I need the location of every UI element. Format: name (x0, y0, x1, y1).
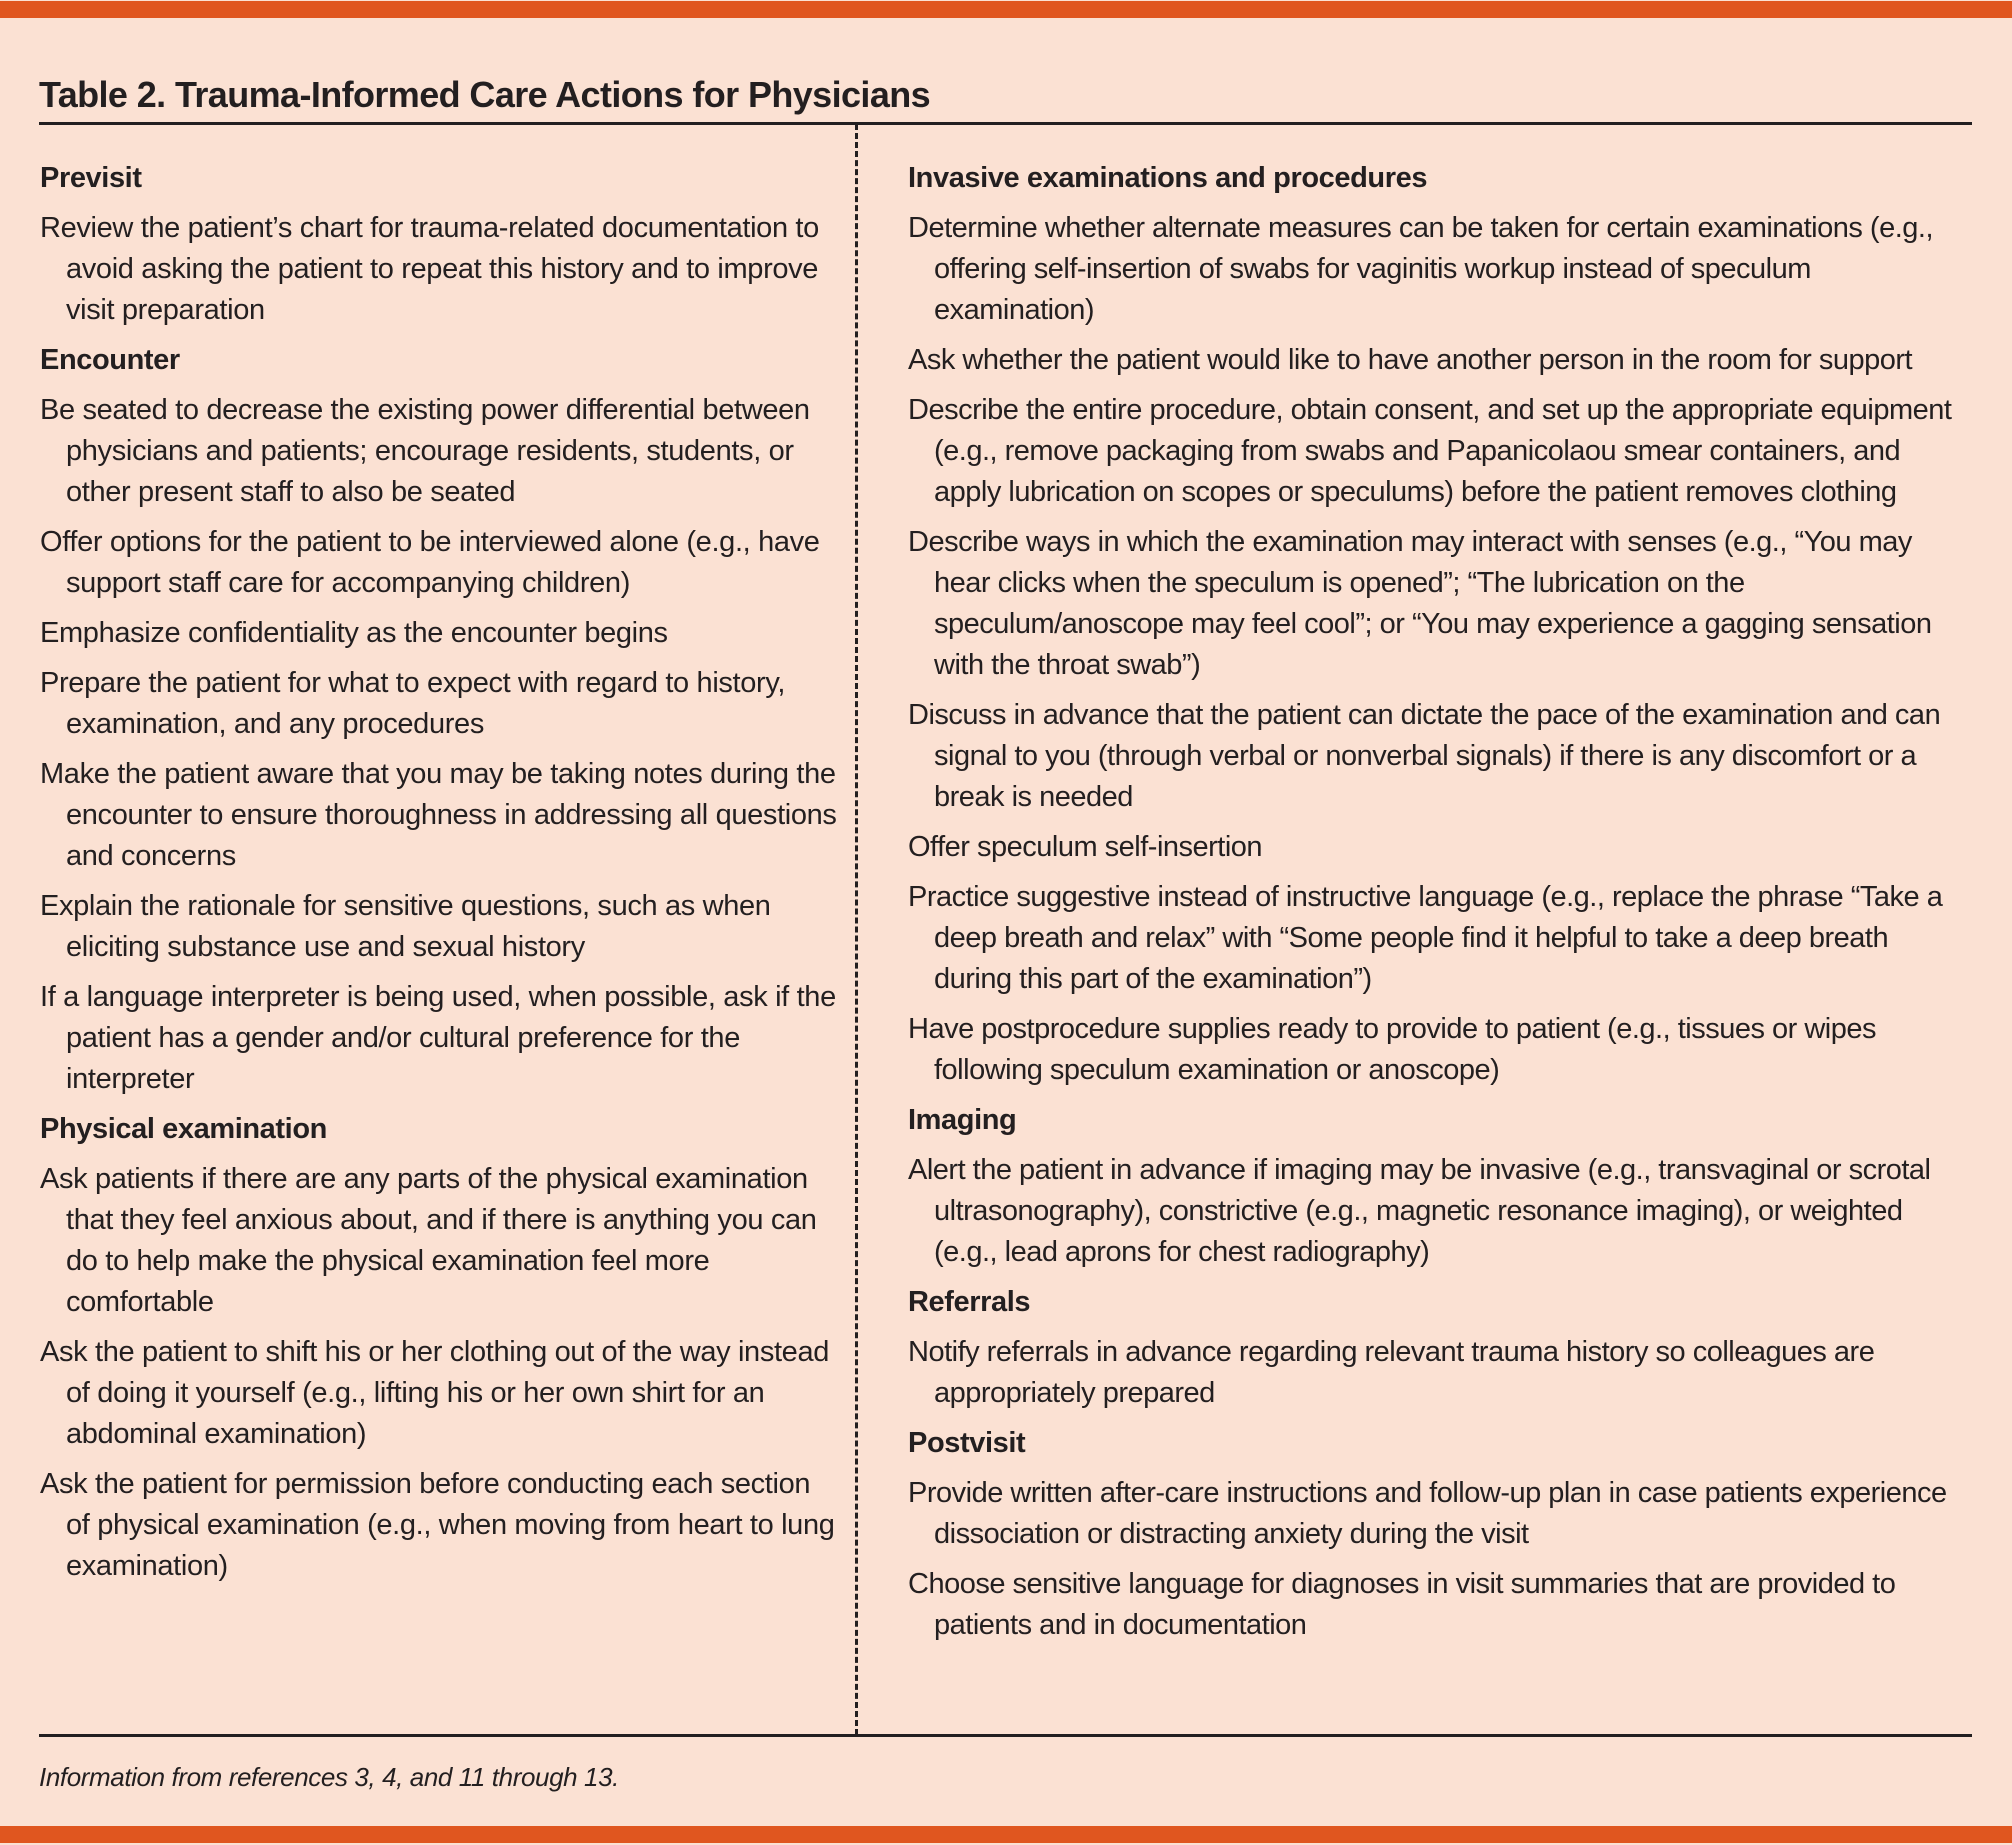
section-heading: Postvisit (908, 1427, 1026, 1459)
list-item: Emphasize confidentiality as the encounter begins (40, 617, 668, 649)
section-postvisit (908, 1423, 1968, 1646)
list-item: Have postprocedure supplies ready to provide to patient (e.g., tissues or wipes following speculum examination or anoscope) (908, 1013, 1876, 1086)
list-item: If a language interpreter is being used, when possible, ask if the patient has a gender and/or cultural preference for the interpreter (40, 981, 836, 1095)
list-item: Ask whether the patient would like to have another person in the room for support (908, 344, 1913, 376)
top-accent-bar (0, 1, 2012, 18)
right-column (908, 158, 1968, 1655)
section-encounter (40, 340, 840, 1100)
list-item: Notify referrals in advance regarding relevant trauma history so colleagues are appropriately prepared (908, 1336, 1875, 1409)
section-heading: Referrals (908, 1286, 1031, 1318)
bottom-accent-bar (0, 1826, 2012, 1843)
list-item: Be seated to decrease the existing power differential between physicians and patients; encourage residents, students, or other present staff to also be seated (40, 394, 810, 508)
section-physical-examination (40, 1109, 840, 1587)
list-item: Offer options for the patient to be interviewed alone (e.g., have support staff care for accompanying children) (40, 526, 820, 599)
list-item: Describe ways in which the examination may interact with senses (e.g., “You may hear clicks when the speculum is opened”; “The lubrication on the speculum/anoscope may feel cool”; or “You may experience a gagging sensation with the throat swab”) (908, 526, 1932, 681)
list-item: Discuss in advance that the patient can dictate the pace of the examination and can signal to you (through verbal or nonverbal signals) if there is any discomfort or a break is needed (908, 699, 1941, 813)
left-column (40, 158, 840, 1596)
list-item: Prepare the patient for what to expect with regard to history, examination, and any procedures (40, 667, 786, 740)
table-title: Table 2. Trauma-Informed Care Actions for Physicians (39, 74, 931, 116)
section-heading: Previsit (40, 162, 142, 194)
table-top-rule (39, 122, 1972, 125)
section-invasive-examinations (908, 158, 1968, 1091)
list-item: Ask the patient to shift his or her clothing out of the way instead of doing it yourself (e.g., lifting his or her own shirt for an abdominal examination) (40, 1336, 830, 1450)
section-imaging (908, 1100, 1968, 1273)
list-item: Explain the rationale for sensitive questions, such as when eliciting substance use and sexual history (40, 890, 771, 963)
list-item: Ask patients if there are any parts of the physical examination that they feel anxious about, and if there is anything you can do to help make the physical examination feel more comfortable (40, 1163, 817, 1318)
section-heading: Invasive examinations and procedures (908, 162, 1428, 194)
list-item: Review the patient’s chart for trauma-related documentation to avoid asking the patient to repeat this history and to improve visit preparation (40, 212, 819, 326)
list-item: Provide written after-care instructions and follow-up plan in case patients experience dissociation or distracting anxiety during the visit (908, 1477, 1947, 1550)
section-previsit (40, 158, 840, 331)
list-item: Describe the entire procedure, obtain consent, and set up the appropriate equipment (e.g., remove packaging from swabs and Papanicolaou smear containers, and apply lubrication on scopes or speculums) before the patient removes clothing (908, 394, 1952, 508)
table-bottom-rule (39, 1734, 1972, 1737)
list-item: Offer speculum self-insertion (908, 831, 1263, 863)
list-item: Choose sensitive language for diagnoses in visit summaries that are provided to patients and in documentation (908, 1568, 1896, 1641)
list-item: Make the patient aware that you may be taking notes during the encounter to ensure thoroughness in addressing all questions and concerns (40, 758, 837, 872)
section-heading: Physical examination (40, 1113, 327, 1145)
list-item: Ask the patient for permission before conducting each section of physical examination (e.g., when moving from heart to lung examination) (40, 1468, 835, 1582)
column-divider (855, 124, 858, 1735)
section-heading: Encounter (40, 344, 180, 376)
section-referrals (908, 1282, 1968, 1414)
list-item: Practice suggestive instead of instructive language (e.g., replace the phrase “Take a deep breath and relax” with “Some people find it helpful to take a deep breath during this part of the examination”) (908, 881, 1943, 995)
section-heading: Imaging (908, 1104, 1017, 1136)
list-item: Determine whether alternate measures can be taken for certain examinations (e.g., offering self-insertion of swabs for vaginitis workup instead of speculum examination) (908, 212, 1933, 326)
table-footnote: Information from references 3, 4, and 11 through 13. (39, 1762, 619, 1792)
list-item: Alert the patient in advance if imaging may be invasive (e.g., transvaginal or scrotal ultrasonography), constrictive (e.g., magnetic resonance imaging), or weighted (e.g., lead aprons for chest radiography) (908, 1154, 1931, 1268)
